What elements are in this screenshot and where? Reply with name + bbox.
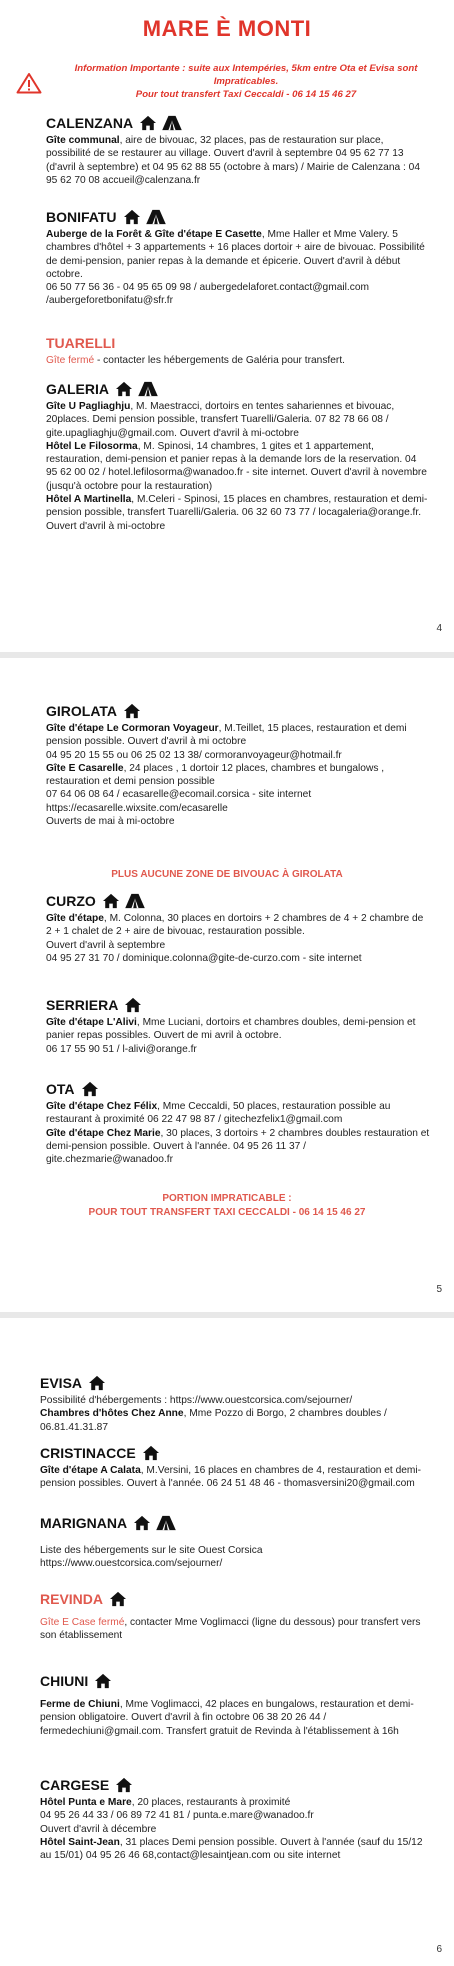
house-icon: [139, 115, 157, 131]
section-heading: REVINDA: [40, 1591, 104, 1607]
house-icon: [115, 381, 133, 397]
tent-icon: [161, 115, 183, 131]
important-info: Information Importante : suite aux Intempéries, 5km entre Ota et Evisa sont Impraticables. Pour tout transfert Taxi Ceccaldi - 06 14 15 46 27: [74, 63, 418, 100]
tent-icon: [137, 381, 159, 397]
section-evisa: EVISA Possibilité d'hébergements : https://www.ouestcorsica.com/sejourner/ Chambres d'hôtes Chez Anne, Mme Pozzo di Borgo, 2 chambres doubles / 06.81.41.31.87: [40, 1375, 387, 1433]
warning-icon: [16, 72, 42, 94]
section-ota: OTA Gîte d'étape Chez Félix, Mme Ceccaldi, 50 places, restauration possible au restaurant à proximité 06 22 47 98 87 / gitechezfelix1@gmail.com Gîte d'étape Chez Marie, 30 places, 3 dortoirs + 2 chambres doubles restauration et demi-pension possible. Ouvert à l'année. 04 95 26 11 37 / gite.chezmarie@wanadoo.fr: [46, 1081, 430, 1166]
section-heading: SERRIERA: [46, 997, 119, 1013]
section-tuarelli: TUARELLI Gîte fermé - contacter les hébergements de Galéria pour transfert.: [46, 335, 345, 366]
page-number: 4: [436, 623, 442, 634]
section-heading: BONIFATU: [46, 209, 117, 225]
section-cargese: CARGESE Hôtel Punta e Mare, 20 places, restaurants à proximité 04 95 26 44 33 / 06 89 72 41 81 / punta.e.mare@wanadoo.fr Ouvert d'avril à décembre Hôtel Saint-Jean, 31 places Demi pension possible. Ouvert à l'année (sauf du 15/12 au 15/01) 04 95 26 46 68,contact@lesaintjean.com ou site internet: [40, 1777, 423, 1862]
section-girolata: GIROLATA Gîte d'étape Le Cormoran Voyageur, M.Teillet, 15 places, restauration et demi pension possible. Ouvert d'avril à mi octobre 04 95 20 15 55 ou 06 25 02 13 38/ cormoranvoyageur@hotmail.fr Gîte E Casarelle, 24 places , 1 dortoir 12 places, chambres et bungalows , restauration et demi pension possible 07 64 06 08 64 / ecasarelle@ecomail.corsica - site internet https://ecasarelle.wixsite.com/ecasarelle Ouverts de mai à mi-octobre: [46, 703, 407, 828]
section-heading: CARGESE: [40, 1777, 110, 1793]
section-calenzana: CALENZANA Gîte communal, aire de bivouac, 32 places, pas de restauration sur place, possibilité de se restaurer au village. Ouvert d'avril à septembre 04 95 62 77 13 (d'avril à septembre) et 04 95 62 88 55 (octobre à mars) / Mairie de Calenzana : 04 95 62 70 08 accueil@calenzana.fr: [46, 115, 420, 186]
section-bonifatu: BONIFATU Auberge de la Forêt & Gîte d'étape E Casette, Mme Haller et Mme Valery. 5 chambres d'hôtel + 3 appartements + 16 places dortoir + aire de bivouac. Possibilité de demi-pension, panier repas à la demande et épicerie. Ouvert d'avril à début octobre. 06 50 77 56 36 - 04 95 65 09 98 / aubergedelaforet.contact@gmail.com /aubergeforetbonifatu@sfr.fr: [46, 209, 425, 307]
tent-icon: [124, 893, 146, 909]
section-heading: CRISTINACCE: [40, 1445, 136, 1461]
page-4: [0, 0, 454, 652]
section-galeria: GALERIA Gîte U Pagliaghju, M. Maestracci, dortoirs en tentes sahariennes et bivouac, 20places. Demi pension possible, transfert Tuarelli/Galeria. 07 82 78 66 08 / gite.upagliaghju@gmail.com. Ouvert d'avril à mi-octobre Hôtel Le Filosorma, M. Spinosi, 14 chambres, 1 gites et 1 appartement, restauration, demi-pension et panier repas à la demande lors de la reservation. 04 95 62 00 02 / hotel.lefilosorma@wanadoo.fr - site internet. Ouvert d'avril à novembre (jusqu'à octobre pour la restauration) Hôtel A Martinella, M.Celeri - Spinosi, 15 places en chambres, restauration et demi-pension possible, transfert Tuarelli/Galeria. 06 32 60 73 77 / locagaleria@orange.fr. Ouvert d'avril à mi-octobre: [46, 381, 428, 532]
page-number: 5: [436, 1284, 442, 1295]
section-heading: EVISA: [40, 1375, 83, 1391]
house-icon: [115, 1777, 133, 1793]
house-icon: [123, 703, 141, 719]
section-heading: CURZO: [46, 893, 96, 909]
page-6: [0, 1318, 454, 1966]
section-serriera: SERRIERA Gîte d'étape L'Alivi, Mme Luciani, dortoirs et chambres doubles, demi-pension et panier repas possibles. Ouvert de mi avril à octobre. 06 17 55 90 51 / l-alivi@orange.fr: [46, 997, 416, 1055]
house-icon: [102, 893, 120, 909]
section-heading: TUARELLI: [46, 335, 116, 351]
section-heading: MARIGNANA: [40, 1515, 128, 1531]
house-icon: [94, 1673, 112, 1689]
section-heading: CALENZANA: [46, 115, 134, 131]
section-marignana: MARIGNANA Liste des hébergements sur le site Ouest Corsica https://www.ouestcorsica.com/sejourner/: [40, 1515, 263, 1570]
page-5: [0, 658, 454, 1312]
house-icon: [123, 209, 141, 225]
section-heading: CHIUNI: [40, 1673, 89, 1689]
house-icon: [81, 1081, 99, 1097]
section-heading: GIROLATA: [46, 703, 118, 719]
section-heading: GALERIA: [46, 381, 109, 397]
page-number: 6: [436, 1944, 442, 1955]
section-revinda: REVINDA Gîte E Case fermé, contacter Mme Voglimacci (ligne du dessous) pour transfert vers son établissement: [40, 1591, 421, 1642]
section-heading: OTA: [46, 1081, 75, 1097]
house-icon: [133, 1515, 151, 1531]
impracticable-notice: PORTION IMPRATICABLE : POUR TOUT TRANSFERT TAXI CECCALDI - 06 14 15 46 27: [88, 1193, 366, 1218]
section-curzo: CURZO Gîte d'étape, M. Colonna, 30 places en dortoirs + 2 chambres de 4 + 2 chambre de 2 + 1 chalet de 2 + aire de bivouac, restauration possible. Ouvert d'avril à septembre 04 95 27 31 70 / dominique.colonna@gite-de-curzo.com - site internet: [46, 893, 424, 964]
section-cristinacce: CRISTINACCE Gîte d'étape A Calata, M.Versini, 16 places en chambres de 4, restauration et demi-pension possibles. Ouvert à l'année. 06 24 51 48 46 - thomasversini20@gmail.com: [40, 1445, 422, 1490]
page-title: MARE È MONTI: [142, 16, 312, 41]
section-chiuni: CHIUNI Ferme de Chiuni, Mme Voglimacci, 42 places en bungalows, restauration et demi-pension obligatoire. Ouvert d'avril à fin octobre 06 38 20 26 44 / fermedechiuni@gmail.com. Transfert gratuit de Revinda à l'établissement à 16h: [40, 1673, 414, 1737]
bivouac-notice: PLUS AUCUNE ZONE DE BIVOUAC À GIROLATA: [111, 869, 343, 880]
tent-icon: [155, 1515, 177, 1531]
house-icon: [142, 1445, 160, 1461]
house-icon: [124, 997, 142, 1013]
tent-icon: [145, 209, 167, 225]
house-icon: [109, 1591, 127, 1607]
house-icon: [88, 1375, 106, 1391]
